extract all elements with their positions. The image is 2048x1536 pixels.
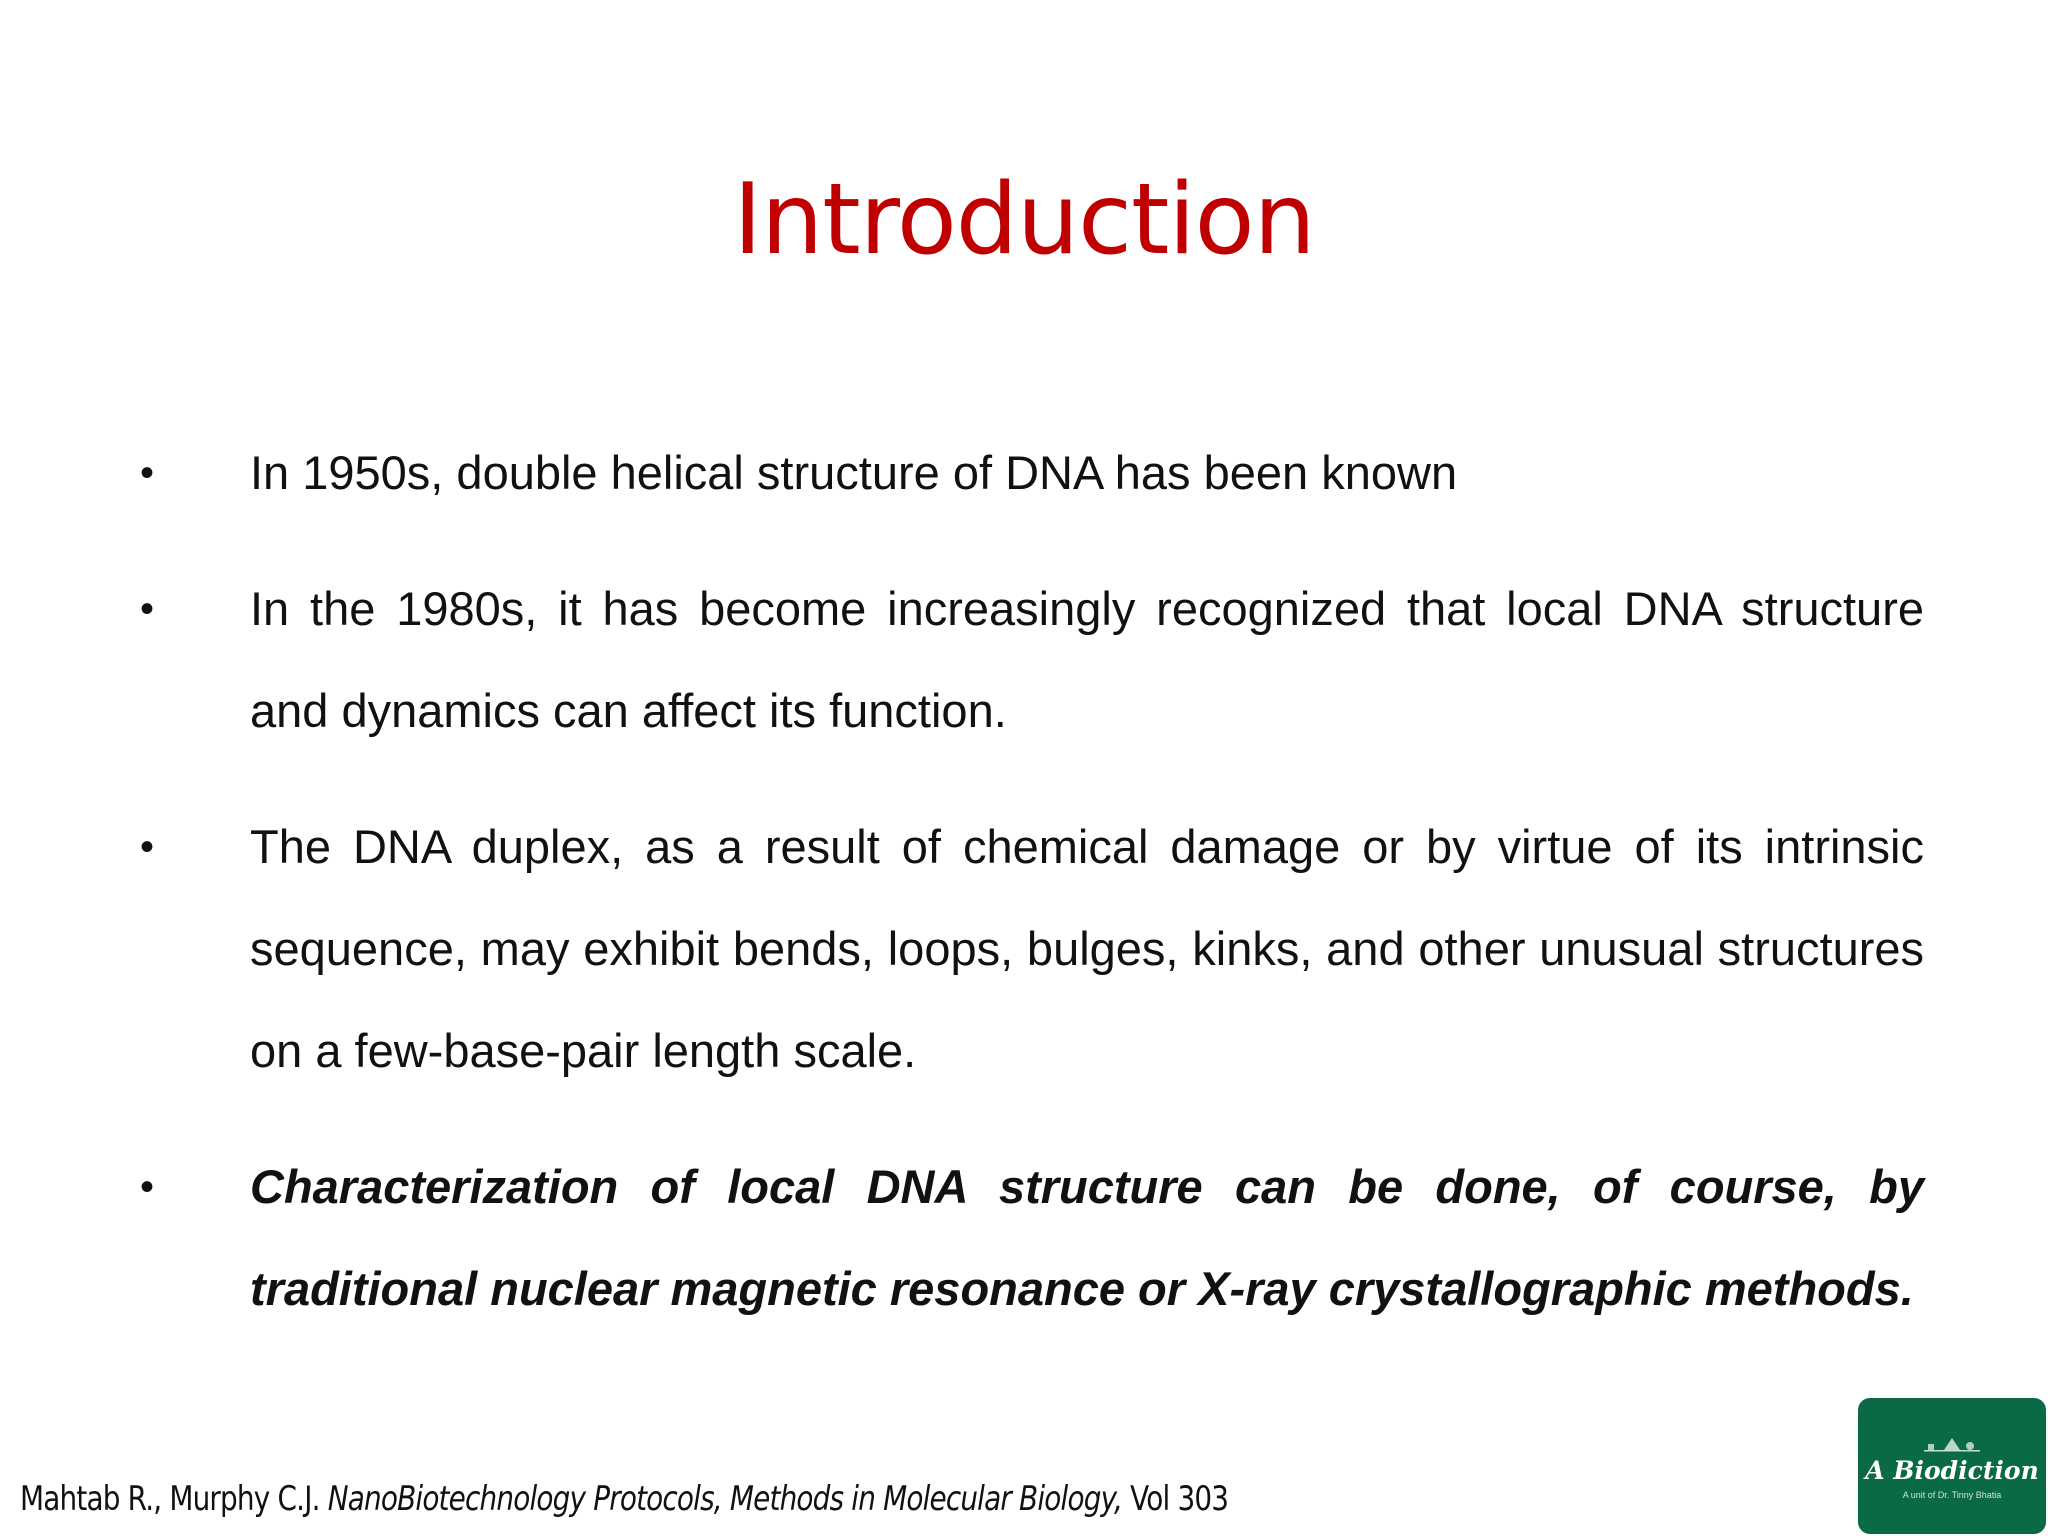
bullet-marker: • <box>140 451 155 495</box>
bullet-item <box>140 796 1924 1102</box>
bullet-text: In 1950s, double helical structure of DNA has been known <box>250 446 1458 499</box>
logo-emblem-icon <box>1858 1434 2046 1457</box>
bullet-marker: • <box>140 825 155 869</box>
slide-title: Introduction <box>733 163 1315 277</box>
bullet-text: Characterization of local DNA structure can be done, of course, by traditional nuclear magnetic resonance or X-ray crystallographic methods. <box>250 1160 1924 1315</box>
logo-tagline: A unit of Dr. Tinny Bhatia <box>1902 1490 2002 1500</box>
citation-footer <box>20 1476 1228 1522</box>
citation-volume: Vol 303 <box>1122 1479 1229 1519</box>
bullet-text: The DNA duplex, as a result of chemical damage or by virtue of its intrinsic sequence, may exhibit bends, loops, bulges, kinks, and other unusual structures on a few-base-pair length scale. <box>250 820 1924 1077</box>
bullet-marker: • <box>140 587 155 631</box>
citation-work: NanoBiotechnology Protocols, Methods in Molecular Biology, <box>327 1479 1123 1519</box>
logo-brand: A Biodiction <box>1865 1456 2039 1485</box>
bullet-text: In the 1980s, it has become increasingly recognized that local DNA structure and dynamics can affect its function. <box>250 582 1924 737</box>
bullet-list <box>140 422 1924 1374</box>
lab-flask-icon <box>1922 1434 1982 1452</box>
citation-authors: Mahtab R., Murphy C.J. <box>20 1479 328 1519</box>
biodiction-logo <box>1858 1398 2046 1534</box>
bullet-item-emphasized <box>140 1136 1924 1340</box>
bullet-item <box>140 422 1924 524</box>
bullet-item <box>140 558 1924 762</box>
bullet-marker: • <box>140 1165 155 1209</box>
